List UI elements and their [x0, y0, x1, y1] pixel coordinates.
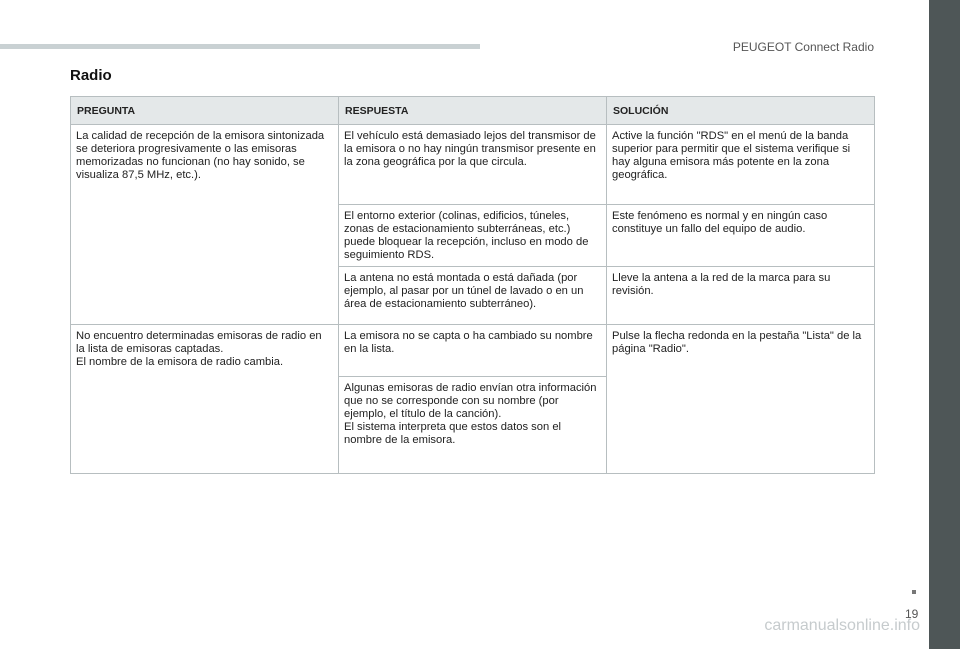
question-cell: No encuentro determinadas emisoras de radio en la lista de emisoras captadas. El nombre de la emisora de radio cambia.	[71, 325, 339, 474]
solution-cell: Este fenómeno es normal y en ningún caso constituye un fallo del equipo de audio.	[607, 205, 875, 267]
header-rule	[0, 44, 480, 49]
table-row	[71, 325, 875, 377]
table-header-row	[71, 97, 875, 125]
question-cell: La calidad de recepción de la emisora sintonizada se deteriora progresivamente o las emisoras memorizadas no funcionan (no hay sonido, se visualiza 87,5 MHz, etc.).	[71, 125, 339, 325]
column-header-question: PREGUNTA	[71, 97, 339, 125]
faq-table	[70, 96, 875, 474]
section-title: Radio	[70, 67, 112, 84]
table-row	[71, 125, 875, 205]
column-header-answer: RESPUESTA	[339, 97, 607, 125]
solution-cell: Active la función "RDS" en el menú de la banda superior para permitir que el sistema verifique si hay alguna emisora más potente en la zona geográfica.	[607, 125, 875, 205]
page-number: 19	[905, 607, 919, 621]
answer-cell: Algunas emisoras de radio envían otra información que no se corresponde con su nombre (por ejemplo, el título de la canción). El sistema interpreta que estos datos son el nombre de la emisora.	[339, 377, 607, 474]
column-header-solution: SOLUCIÓN	[607, 97, 875, 125]
answer-cell: El vehículo está demasiado lejos del transmisor de la emisora o no hay ningún transmisor presente en la zona geográfica por la que circula.	[339, 125, 607, 205]
side-band	[929, 0, 960, 649]
answer-cell: La antena no está montada o está dañada (por ejemplo, al pasar por un túnel de lavado o en un área de estacionamiento subterráneo).	[339, 267, 607, 325]
header-title: PEUGEOT Connect Radio	[732, 40, 874, 54]
solution-cell: Pulse la flecha redonda en la pestaña "Lista" de la página "Radio".	[607, 325, 875, 474]
watermark: carmanualsonline.info	[764, 617, 920, 634]
solution-cell: Lleve la antena a la red de la marca para su revisión.	[607, 267, 875, 325]
page-marker	[912, 590, 916, 594]
answer-cell: La emisora no se capta o ha cambiado su nombre en la lista.	[339, 325, 607, 377]
answer-cell: El entorno exterior (colinas, edificios, túneles, zonas de estacionamiento subterráneas, etc.) puede bloquear la recepción, incluso en modo de seguimiento RDS.	[339, 205, 607, 267]
